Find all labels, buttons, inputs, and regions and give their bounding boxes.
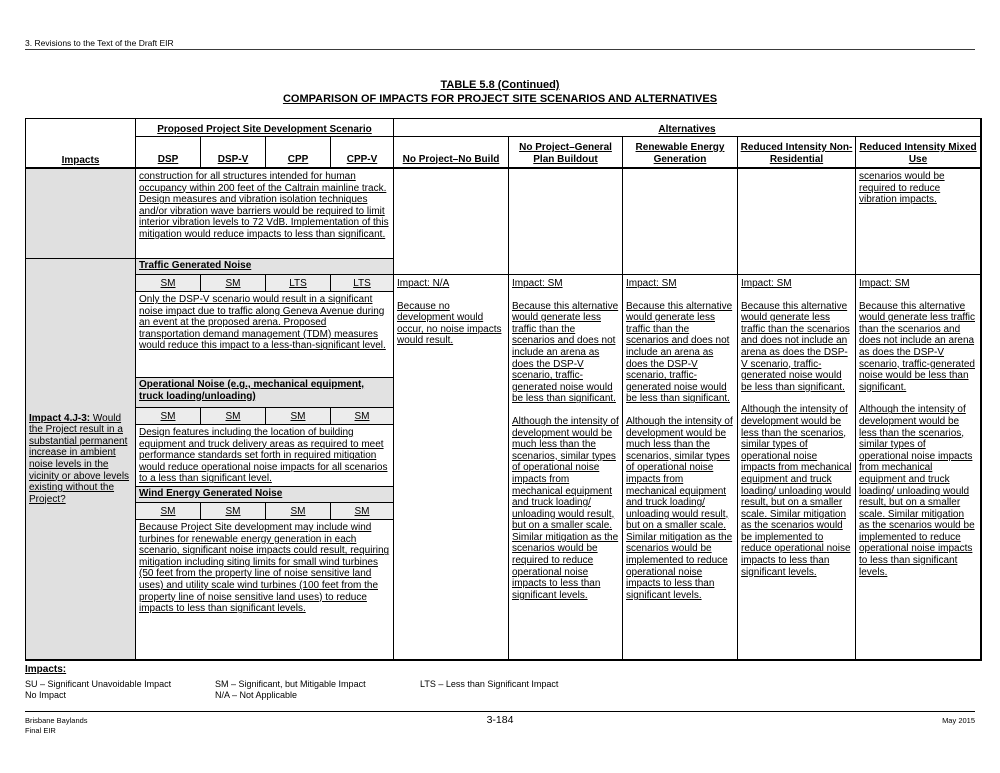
group-header-alternatives: Alternatives <box>394 119 981 137</box>
rating-wind-cpp-v: SM <box>331 503 394 520</box>
rating-operational-dsp: SM <box>136 408 201 425</box>
rating-operational-cpp-v: SM <box>331 408 394 425</box>
alt-no-build-paragraph: Because no development would occur, no noise impacts would result. <box>397 300 502 347</box>
column-header-general-plan: No Project–General Plan Buildout <box>509 137 623 169</box>
alt-no-build-blank-cell <box>394 169 509 275</box>
legend-na: N/A – Not Applicable <box>215 690 298 700</box>
rating-traffic-cpp: LTS <box>266 275 331 292</box>
impacts-cell-blank <box>26 169 136 259</box>
table-title <box>0 79 1000 107</box>
alt-renewable-blank-cell <box>623 169 738 275</box>
alt-reduced-nonres-blank-cell <box>738 169 856 275</box>
column-header-renewable: Renewable Energy Generation <box>623 137 738 169</box>
group-header-scenarios: Proposed Project Site Development Scenario <box>136 119 394 137</box>
alt-reduced-nonres-paragraph-2: Although the intensity of development would be less than the scenarios, similar types of operational noise impacts from mechanical equipment and truck loading/ unloading would result, but on a smaller scale. Similar mitigation as the scenarios would be implemented to reduce operational noise impacts to less than significant levels. <box>741 404 852 578</box>
footer-date: May 2015 <box>942 716 975 725</box>
footer-divider <box>25 711 975 712</box>
alt-renewable-paragraph-1: Because this alternative would generate less traffic than the scenarios and does not include an arena as does the DSP-V scenario, traffic-generated noise would be less than significant. <box>626 300 733 405</box>
operational-noise-text-cell: Design features including the location of building equipment and truck delivery areas as required to meet performance standards set forth in required mitigation would reduce operational noise impacts for all scenarios to a less than significant level. <box>136 425 394 487</box>
alt-reduced-mixed-body-cell <box>856 275 981 660</box>
impact-4j3-cell <box>26 259 136 660</box>
vibration-continuation-cell: construction for all structures intended for human occupancy within 200 feet of the Caltrain mainline track. Design measures and vibration isolation techniques and/or vibration wave barriers would be required to limit interior vibration levels to 72 VdB. Implementation of this mitigation would reduce impacts to less than significant. <box>136 169 394 259</box>
legend-no-impact: No Impact <box>25 690 67 700</box>
rating-traffic-dsp-v: SM <box>201 275 266 292</box>
rating-wind-cpp: SM <box>266 503 331 520</box>
column-header-reduced-nonres: Reduced Intensity Non-Residential <box>738 137 856 169</box>
wind-noise-text-cell: Because Project Site development may include wind turbines for renewable energy generation in each scenario, significant noise impacts could result, requiring mitigation including siting limits for small wind turbines (50 feet from the property line of noise sensitive land uses) and utility scale wind turbines (100 feet from the property line of noise sensitive land uses) to reduce impacts to less than significant levels. <box>136 520 394 660</box>
section-header-traffic-noise: Traffic Generated Noise <box>136 259 394 275</box>
alt-reduced-mixed-impact: Impact: SM <box>859 278 910 289</box>
rating-traffic-dsp: SM <box>136 275 201 292</box>
header-divider <box>25 49 975 50</box>
footer-left-line2: Final EIR <box>25 726 56 736</box>
legend-lts: LTS – Less than Significant Impact <box>420 679 559 689</box>
alt-reduced-nonres-impact: Impact: SM <box>741 278 792 289</box>
column-header-cpp-v: CPP-V <box>331 137 394 169</box>
rating-wind-dsp-v: SM <box>201 503 266 520</box>
table-title-line1: TABLE 5.8 (Continued) <box>440 79 560 91</box>
alt-general-plan-blank-cell <box>509 169 623 275</box>
legend-title: Impacts: <box>25 664 67 675</box>
alt-no-build-impact: Impact: N/A <box>397 278 450 289</box>
traffic-noise-text-cell: Only the DSP-V scenario would result in a significant noise impact due to traffic along Geneva Avenue during an event at the proposed arena. Proposed transportation demand management (TDM) measures would reduce this impact to a less-than-significant level. <box>136 292 394 378</box>
alt-general-plan-impact: Impact: SM <box>512 278 563 289</box>
column-header-impacts: Impacts <box>26 119 136 169</box>
section-header-wind-noise: Wind Energy Generated Noise <box>136 487 394 503</box>
page-number: 3-184 <box>486 714 514 726</box>
legend-sm: SM – Significant, but Mitigable Impact <box>215 679 366 689</box>
rating-operational-cpp: SM <box>266 408 331 425</box>
alt-reduced-nonres-paragraph-1: Because this alternative would generate less traffic than the scenarios and does not include an arena as does the DSP-V scenario, traffic-generated noise would be less than significant. <box>741 300 850 393</box>
alt-renewable-impact: Impact: SM <box>626 278 677 289</box>
alt-reduced-mixed-paragraph-1: Because this alternative would generate less traffic than the scenarios and does not include an arena as does the DSP-V scenario, traffic-generated noise would be less than significant. <box>859 300 975 393</box>
section-header-operational-noise: Operational Noise (e.g., mechanical equipment, truck loading/unloading) <box>136 378 394 408</box>
alt-general-plan-body-cell <box>509 275 623 660</box>
column-header-dsp: DSP <box>136 137 201 169</box>
legend-su: SU – Significant Unavoidable Impact <box>25 679 172 689</box>
alt-reduced-nonres-body-cell <box>738 275 856 660</box>
column-header-no-build: No Project–No Build <box>394 137 509 169</box>
rating-wind-dsp: SM <box>136 503 201 520</box>
alt-renewable-paragraph-2: Although the intensity of development would be much less than the scenarios, similar types of operational noise impacts from mechanical equipment and truck loading/ unloading would result, but on a smaller scale. Similar mitigation as the scenarios would be implemented to reduce operational noise impacts to less than significant levels. <box>626 415 733 601</box>
running-header: 3. Revisions to the Text of the Draft EIR <box>25 38 174 48</box>
alt-reduced-mixed-paragraph-2: Although the intensity of development would be less than the scenarios, similar types of operational noise impacts from mechanical equipment and truck loading/ unloading would result, but on a smaller scale. Similar mitigation as the scenarios would be implemented to reduce operational noise impacts to less than significant levels. <box>859 404 975 578</box>
rating-traffic-cpp-v: LTS <box>331 275 394 292</box>
alt-general-plan-paragraph-1: Because this alternative would generate less traffic than the scenarios and does not include an arena as does the DSP-V scenario, traffic-generated noise would be less than significant. <box>512 300 619 405</box>
alt-mixed-use-continuation-cell: scenarios would be required to reduce vibration impacts. <box>856 169 981 275</box>
column-header-cpp: CPP <box>266 137 331 169</box>
comparison-table <box>25 118 982 661</box>
impact-4j3-question: Would the Project result in a substantial permanent increase in ambient noise levels in the vicinity or above levels existing without the Project? <box>29 412 130 505</box>
rating-operational-dsp-v: SM <box>201 408 266 425</box>
table-title-line2: COMPARISON OF IMPACTS FOR PROJECT SITE SCENARIOS AND ALTERNATIVES <box>282 92 718 105</box>
alt-renewable-body-cell <box>623 275 738 660</box>
impact-4j3-label: Impact 4.J-3: <box>29 412 91 424</box>
alt-general-plan-paragraph-2: Although the intensity of development would be much less than the scenarios, similar types of operational noise impacts from mechanical equipment and truck loading/ unloading would result, but on a smaller scale. Similar mitigation as the scenarios would be required to reduce operational noise impacts to less than significant levels. <box>512 415 619 601</box>
footer-left-line1: Brisbane Baylands <box>25 716 88 725</box>
column-header-dsp-v: DSP-V <box>201 137 266 169</box>
alt-no-build-body-cell <box>394 275 509 660</box>
column-header-reduced-mixed: Reduced Intensity Mixed Use <box>856 137 981 169</box>
